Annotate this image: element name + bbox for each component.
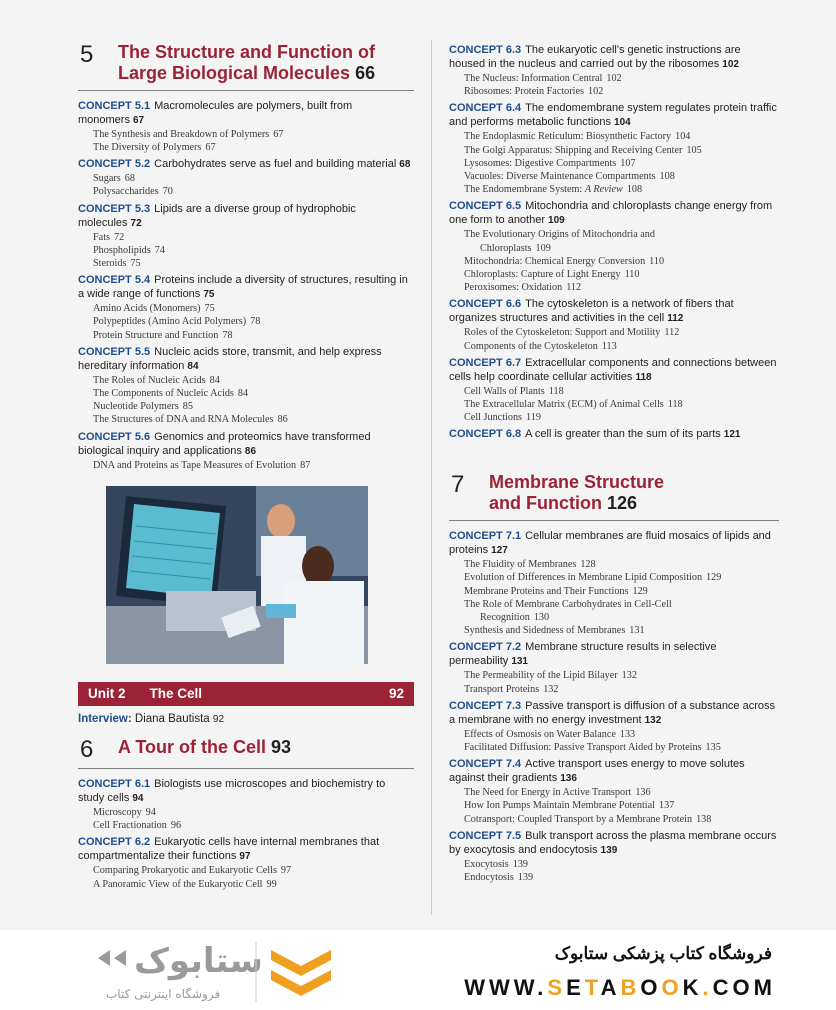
section-entry[interactable] xyxy=(449,741,779,754)
section-title: The Golgi Apparatus: Shipping and Receiving Center xyxy=(464,144,683,156)
section-page: 130 xyxy=(533,612,550,624)
section-title: Lysosomes: Digestive Compartments xyxy=(464,157,617,169)
interview-label: Interview: xyxy=(78,712,132,725)
section-title: Vacuoles: Diverse Maintenance Compartments xyxy=(464,171,656,183)
concept-title: Lipids are a diverse group of hydrophobic molecules xyxy=(78,202,356,229)
chapter-number: 5 xyxy=(80,41,94,68)
section-title: The Evolutionary Origins of Mitochondria and xyxy=(464,229,655,241)
concept-entry[interactable] xyxy=(78,273,414,302)
section-entry[interactable] xyxy=(449,157,779,170)
logo-mark-text: ستابوک xyxy=(134,941,263,981)
concept-label: CONCEPT 6.2 xyxy=(78,836,151,849)
concept-page: 102 xyxy=(722,59,739,70)
concept-page: 112 xyxy=(667,313,684,325)
section-title: Nucleotide Polymers xyxy=(93,401,179,413)
concept-entry[interactable] xyxy=(449,101,779,130)
concept-label: CONCEPT 6.8 xyxy=(449,428,522,441)
concept-title: Extracellular components and connections between cells help coordinate cellular activities xyxy=(449,356,777,383)
chapter-title: Membrane Structure and Function 126 xyxy=(489,472,665,514)
section-entry[interactable] xyxy=(449,799,779,812)
concept-entry[interactable] xyxy=(78,777,414,806)
section-title: Endocytosis xyxy=(464,872,514,884)
site-char: T xyxy=(584,975,601,1000)
chapter-page: 93 xyxy=(271,736,292,757)
section-page: 139 xyxy=(517,872,534,884)
section-entry[interactable] xyxy=(78,374,414,387)
section-page: 85 xyxy=(182,401,193,413)
section-entry[interactable] xyxy=(78,878,414,891)
section-entry[interactable] xyxy=(449,268,779,281)
chapter-title: The Structure and Function of Large Biological Molecules 66 xyxy=(118,42,376,83)
section-title: The Nucleus: Information Central xyxy=(464,73,603,84)
section-title: Steroids xyxy=(93,257,127,269)
concept-page: 118 xyxy=(635,371,652,383)
concept-label: CONCEPT 5.6 xyxy=(78,430,151,443)
section-page: 97 xyxy=(280,865,292,877)
section-entry[interactable] xyxy=(78,141,414,154)
section-page: 84 xyxy=(237,387,249,399)
section-entry[interactable] xyxy=(449,170,779,183)
section-title: The Diversity of Polymers xyxy=(93,141,202,153)
section-page: 67 xyxy=(205,141,216,153)
section-page: 137 xyxy=(659,800,675,812)
concept-title: Passive transport is diffusion of a substance across a membrane with no energy investment xyxy=(449,699,776,726)
concept-label: CONCEPT 7.2 xyxy=(449,641,522,654)
section-title: The Permeability of the Lipid Bilayer xyxy=(464,670,618,682)
section-page: 131 xyxy=(629,625,645,637)
section-page: 102 xyxy=(587,86,604,98)
section-entry[interactable] xyxy=(449,385,779,398)
section-title: Amino Acids (Monomers) xyxy=(93,303,201,315)
section-entry[interactable] xyxy=(449,624,779,637)
site-char: E xyxy=(566,975,585,1000)
section-page: 113 xyxy=(601,340,617,352)
section-page: 112 xyxy=(566,282,582,294)
section-title: The Fluidity of Membranes xyxy=(464,559,577,571)
section-title-italic: A Review xyxy=(584,184,623,196)
section-title: The Structures of DNA and RNA Molecules xyxy=(93,414,274,426)
section-entry[interactable] xyxy=(78,819,414,832)
section-title: Mitochondria: Chemical Energy Conversion xyxy=(464,255,646,267)
concept-page: 84 xyxy=(187,360,199,372)
site-char: . xyxy=(537,975,548,1000)
section-entry[interactable] xyxy=(78,257,414,270)
section-page: 68 xyxy=(124,173,135,185)
section-page: 128 xyxy=(580,559,596,571)
unit-title: The Cell xyxy=(149,686,203,702)
section-title: The Roles of Nucleic Acids xyxy=(93,374,206,386)
section-title: A Panoramic View of the Eukaryotic Cell xyxy=(93,878,263,890)
section-title: DNA and Proteins as Tape Measures of Evolution xyxy=(93,459,297,471)
section-page: 112 xyxy=(664,327,680,339)
concept-title: Eukaryotic cells have internal membranes that compartmentalize their functions xyxy=(78,836,380,863)
section-title: The Synthesis and Breakdown of Polymers xyxy=(93,128,270,140)
section-entry[interactable] xyxy=(78,302,414,315)
concept-label: CONCEPT 6.4 xyxy=(449,102,522,115)
right-column xyxy=(449,40,779,884)
concept-label: CONCEPT 5.5 xyxy=(78,345,151,358)
site-char: K xyxy=(682,975,703,1000)
section-page: 70 xyxy=(162,186,173,198)
section-entry[interactable] xyxy=(449,130,779,143)
site-char: M xyxy=(753,975,776,1000)
concept-entry[interactable] xyxy=(78,430,414,459)
concept-page: 75 xyxy=(203,289,215,301)
section-entry[interactable] xyxy=(449,340,779,353)
section-entry[interactable] xyxy=(449,786,779,799)
site-char: W xyxy=(464,975,489,1000)
chapter-number: 6 xyxy=(80,735,94,763)
section-page: 129 xyxy=(632,585,648,597)
section-page: 118 xyxy=(548,385,564,397)
section-entry[interactable] xyxy=(78,185,414,198)
concept-label: CONCEPT 6.1 xyxy=(78,777,151,790)
concept-title: Mitochondria and chloroplasts change energy from one form to another xyxy=(449,200,773,227)
section-entry[interactable] xyxy=(449,281,779,294)
section-page: 139 xyxy=(512,858,528,870)
concept-label: CONCEPT 7.5 xyxy=(449,829,522,842)
section-entry[interactable] xyxy=(449,326,779,339)
concept-entry[interactable] xyxy=(449,699,779,728)
site-char: O xyxy=(732,975,754,1000)
chapter-number: 7 xyxy=(451,471,465,499)
section-page: 84 xyxy=(209,374,220,386)
chapter-title: A Tour of the Cell 93 xyxy=(118,736,292,757)
concept-title: Bulk transport across the plasma membrane occurs by exocytosis and endocytosis xyxy=(449,829,777,856)
section-title: The Components of Nucleic Acids xyxy=(93,387,234,399)
section-title: Recognition xyxy=(480,612,530,624)
section-title: Cell Fractionation xyxy=(93,820,167,832)
section-entry[interactable] xyxy=(78,387,414,400)
unit-label: Unit 2 xyxy=(88,686,126,702)
section-page: 99 xyxy=(266,878,277,890)
chapter-7-heading xyxy=(435,472,779,514)
section-entry[interactable] xyxy=(449,72,779,85)
section-title: Chloroplasts xyxy=(480,242,532,254)
concept-page: 67 xyxy=(132,114,145,126)
site-char: B xyxy=(620,975,641,1000)
concept-page: 97 xyxy=(239,851,251,863)
concept-label: CONCEPT 6.7 xyxy=(449,356,522,369)
section-title: Cell Junctions xyxy=(464,412,523,424)
concept-title: The endomembrane system regulates protein traffic and performs metabolic functions xyxy=(449,102,777,129)
section-page: 135 xyxy=(705,742,721,754)
concept-label: CONCEPT 5.4 xyxy=(78,274,151,287)
section-title: How Ion Pumps Maintain Membrane Potential xyxy=(464,800,655,812)
section-page: 72 xyxy=(113,231,125,243)
store-name: فروشگاه کتاب پزشکی ستابوک xyxy=(554,944,772,963)
section-page: 96 xyxy=(170,820,182,832)
section-entry[interactable] xyxy=(449,871,779,884)
section-page: 136 xyxy=(635,787,651,799)
section-title: Phospholipids xyxy=(93,244,151,256)
concept-entry[interactable] xyxy=(449,829,779,858)
concept-entry[interactable] xyxy=(449,297,779,326)
section-title: Peroxisomes: Oxidation xyxy=(464,282,563,294)
site-char: O xyxy=(640,975,662,1000)
section-page: 67 xyxy=(273,128,284,140)
concept-title: Carbohydrates serve as fuel and building material xyxy=(154,158,397,171)
section-title: Polysaccharides xyxy=(93,186,159,198)
concept-label: CONCEPT 7.4 xyxy=(449,758,522,771)
site-char: O xyxy=(661,975,683,1000)
section-title: Exocytosis xyxy=(464,858,509,870)
section-title: Effects of Osmosis on Water Balance xyxy=(464,728,616,740)
section-title: Ribosomes: Protein Factories xyxy=(464,86,584,98)
left-column xyxy=(78,42,414,891)
section-page: 74 xyxy=(154,244,165,256)
site-char: A xyxy=(600,975,621,1000)
section-entry[interactable] xyxy=(449,228,779,241)
section-page: 132 xyxy=(621,670,637,682)
concept-page: 72 xyxy=(130,217,142,229)
concept-page: 94 xyxy=(132,792,144,804)
concept-page: 132 xyxy=(644,714,662,726)
concept-entry[interactable] xyxy=(78,835,414,864)
section-title: Cotransport: Coupled Transport by a Membrane Protein xyxy=(464,813,693,825)
concept-title: The eukaryotic cell's genetic instructions are housed in the nucleus and carried out by the ribosomes xyxy=(449,44,741,70)
section-entry[interactable] xyxy=(449,144,779,157)
lab-scientists-image xyxy=(106,486,368,664)
concept-entry[interactable] xyxy=(78,99,414,128)
section-page: 94 xyxy=(145,806,156,818)
section-title: Synthesis and Sidedness of Membranes xyxy=(464,625,626,637)
section-entry[interactable] xyxy=(78,329,414,342)
section-entry[interactable] xyxy=(78,172,414,185)
section-title: The Extracellular Matrix (ECM) of Animal Cells xyxy=(464,399,664,411)
website-link[interactable] xyxy=(464,975,776,1001)
lab-photo xyxy=(106,486,368,664)
chapter-5-concepts xyxy=(78,99,414,472)
section-title: Microscopy xyxy=(93,806,142,818)
section-page: 78 xyxy=(222,329,233,341)
concept-entry[interactable] xyxy=(78,202,414,231)
section-page: 78 xyxy=(250,316,261,328)
unit-page: 92 xyxy=(388,686,404,702)
section-page: 104 xyxy=(675,131,691,143)
section-page: 119 xyxy=(526,412,541,424)
concept-entry[interactable] xyxy=(449,640,779,669)
site-char: W xyxy=(513,975,538,1000)
section-page: 129 xyxy=(706,572,722,584)
concept-label: CONCEPT 7.1 xyxy=(449,530,522,543)
section-entry[interactable] xyxy=(449,858,779,871)
section-page: 133 xyxy=(619,728,636,740)
section-page: 110 xyxy=(624,269,640,281)
concept-label: CONCEPT 6.6 xyxy=(449,298,522,311)
section-entry[interactable] xyxy=(78,128,414,141)
concept-page: 127 xyxy=(491,545,508,557)
section-page: 107 xyxy=(620,157,636,169)
concept-entry[interactable] xyxy=(449,199,779,228)
section-entry[interactable] xyxy=(78,231,414,244)
section-title: Transport Proteins xyxy=(464,683,540,695)
concept-title: A cell is greater than the sum of its parts xyxy=(525,428,721,441)
section-entry[interactable] xyxy=(78,413,414,426)
section-entry[interactable] xyxy=(449,85,779,98)
section-page: 108 xyxy=(659,171,675,183)
section-entry[interactable] xyxy=(449,411,779,424)
section-page: 118 xyxy=(667,399,683,411)
chapter-6-concepts-continued xyxy=(449,43,779,442)
section-entry[interactable] xyxy=(449,598,779,611)
setabook-logo xyxy=(86,936,336,1008)
chapter-page: 66 xyxy=(355,62,376,83)
chapter-rule xyxy=(78,768,414,769)
concept-label: CONCEPT 5.2 xyxy=(78,158,151,171)
section-title: Membrane Proteins and Their Functions xyxy=(464,585,629,597)
concept-title: The cytoskeleton is a network of fibers that organizes structures and activities in the cell xyxy=(449,298,734,325)
section-entry[interactable] xyxy=(449,585,779,598)
section-page: 102 xyxy=(606,73,622,84)
concept-title: Genomics and proteomics have transformed biological inquiry and applications xyxy=(78,430,371,457)
site-char: . xyxy=(702,975,713,1000)
section-entry[interactable] xyxy=(449,558,779,571)
chapter-5-heading xyxy=(0,42,414,84)
section-page: 105 xyxy=(686,144,702,156)
concept-page: 131 xyxy=(511,656,528,668)
section-page: 138 xyxy=(696,813,712,825)
concept-label: CONCEPT 5.3 xyxy=(78,202,151,215)
section-page: 87 xyxy=(300,459,311,471)
chapter-7-concepts xyxy=(449,529,779,884)
section-entry[interactable] xyxy=(449,611,779,624)
concept-entry[interactable] xyxy=(449,529,779,558)
concept-page: 86 xyxy=(244,445,257,457)
concept-entry[interactable] xyxy=(449,43,779,72)
footer-banner xyxy=(0,930,836,1010)
section-entry[interactable] xyxy=(449,242,779,255)
site-char: S xyxy=(547,975,567,1000)
concept-page: 136 xyxy=(560,773,577,785)
interview-page: 92 xyxy=(212,713,225,725)
section-page: 132 xyxy=(543,683,559,695)
concept-label: CONCEPT 7.3 xyxy=(449,699,522,712)
section-entry[interactable] xyxy=(78,806,414,819)
section-title: Roles of the Cytoskeleton: Support and Motility xyxy=(464,327,661,339)
section-title: Polypeptides (Amino Acid Polymers) xyxy=(93,316,247,328)
section-page: 108 xyxy=(626,184,643,196)
section-entry[interactable] xyxy=(78,244,414,257)
section-entry[interactable] xyxy=(449,183,779,196)
concept-entry[interactable] xyxy=(449,356,779,385)
section-title: Evolution of Differences in Membrane Lipid Composition xyxy=(464,572,703,584)
concept-page: 139 xyxy=(600,844,618,856)
section-entry[interactable] xyxy=(449,255,779,268)
section-page: 75 xyxy=(130,257,141,269)
interview-line xyxy=(78,713,414,725)
concept-label: CONCEPT 6.3 xyxy=(449,44,522,56)
section-title: The Endoplasmic Reticulum: Biosynthetic Factory xyxy=(464,131,672,143)
section-page: 110 xyxy=(649,255,665,267)
section-entry[interactable] xyxy=(449,571,779,584)
section-title: Cell Walls of Plants xyxy=(464,385,545,397)
concept-title: Macromolecules are polymers, built from monomers xyxy=(78,99,353,126)
concept-title: Nucleic acids store, transmit, and help express hereditary information xyxy=(78,345,382,372)
chapter-rule xyxy=(78,90,414,91)
section-page: 75 xyxy=(204,303,215,315)
section-title: Sugars xyxy=(93,173,121,185)
section-entry[interactable] xyxy=(449,398,779,411)
concept-title: Active transport uses energy to move solutes against their gradients xyxy=(449,758,745,785)
concept-entry[interactable] xyxy=(78,157,414,172)
section-title: The Role of Membrane Carbohydrates in Cell-Cell xyxy=(464,598,672,610)
concept-entry[interactable] xyxy=(449,757,779,786)
section-entry[interactable] xyxy=(449,728,779,741)
section-title: The Need for Energy in Active Transport xyxy=(464,787,632,799)
concept-label: CONCEPT 5.1 xyxy=(78,99,151,112)
section-title: Comparing Prokaryotic and Eukaryotic Cells xyxy=(93,865,277,877)
section-entry[interactable] xyxy=(78,400,414,413)
logo-caption: فروشگاه اینترنتی کتاب xyxy=(106,987,221,1001)
chapter-rule xyxy=(449,520,779,521)
chapter-6-heading xyxy=(0,737,414,762)
concept-label: CONCEPT 6.5 xyxy=(449,200,522,213)
section-title: Chloroplasts: Capture of Light Energy xyxy=(464,269,621,281)
interview-name: Diana Bautista xyxy=(134,712,210,725)
section-title: Facilitated Diffusion: Passive Transport Aided by Proteins xyxy=(464,742,702,754)
section-page: 86 xyxy=(277,414,288,426)
section-entry[interactable] xyxy=(449,683,779,696)
section-entry[interactable] xyxy=(78,459,414,472)
section-title: Fats xyxy=(93,231,110,243)
concept-title: Proteins include a diversity of structures, resulting in a wide range of functions xyxy=(78,274,408,301)
concept-page: 104 xyxy=(614,117,631,129)
concept-entry[interactable] xyxy=(449,427,779,442)
column-divider xyxy=(431,40,432,915)
concept-entry[interactable] xyxy=(78,345,414,374)
section-entry[interactable] xyxy=(78,315,414,328)
section-entry[interactable] xyxy=(449,669,779,682)
chapter-page: 126 xyxy=(607,493,638,514)
site-char: C xyxy=(712,975,733,1000)
section-title: Protein Structure and Function xyxy=(93,329,219,341)
section-entry[interactable] xyxy=(78,864,414,877)
section-title: Components of the Cytoskeleton xyxy=(464,340,598,352)
section-title: The Endomembrane System: xyxy=(464,184,583,196)
concept-title: Membrane structure results in selective permeability xyxy=(449,641,717,668)
concept-title: Biologists use microscopes and biochemistry to study cells xyxy=(78,777,386,804)
chapter-6-concepts xyxy=(78,777,414,891)
unit-banner xyxy=(78,682,414,706)
concept-page: 68 xyxy=(399,159,411,171)
section-entry[interactable] xyxy=(449,813,779,826)
site-char: W xyxy=(488,975,514,1000)
section-page: 109 xyxy=(535,242,551,254)
concept-page: 121 xyxy=(723,429,741,441)
concept-title: Cellular membranes are fluid mosaics of lipids and proteins xyxy=(449,530,771,557)
concept-page: 109 xyxy=(548,215,565,227)
